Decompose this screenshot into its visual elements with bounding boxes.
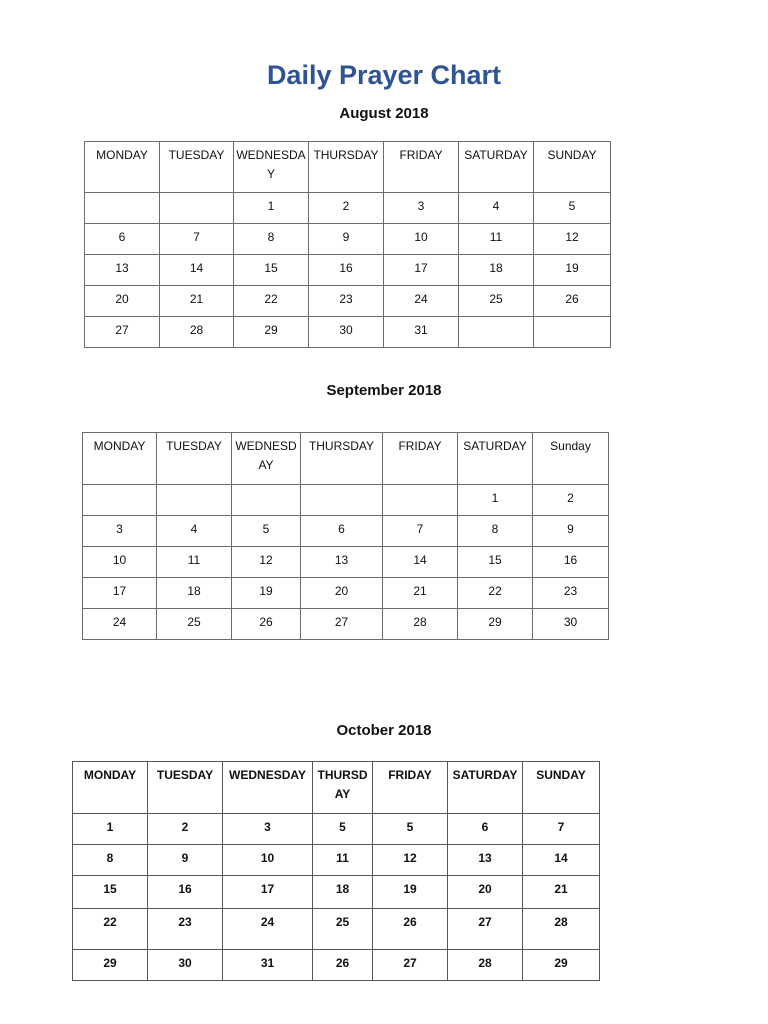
day-cell: 10 <box>384 224 459 255</box>
header-cell: SATURDAY <box>459 142 534 193</box>
day-cell: 4 <box>157 516 232 547</box>
day-cell: 5 <box>373 814 448 845</box>
week-row <box>85 317 611 348</box>
day-cell: 13 <box>448 845 523 876</box>
day-cell: 15 <box>458 547 533 578</box>
day-cell: 28 <box>160 317 234 348</box>
day-cell: 29 <box>523 950 600 981</box>
header-cell: SUNDAY <box>534 142 611 193</box>
day-cell: 9 <box>148 845 223 876</box>
month-title-september: September 2018 <box>326 382 442 399</box>
day-cell: 8 <box>73 845 148 876</box>
day-cell: 14 <box>383 547 458 578</box>
header-cell: MONDAY <box>83 433 157 485</box>
day-cell: 11 <box>459 224 534 255</box>
header-cell: SATURDAY <box>458 433 533 485</box>
day-cell: 25 <box>313 909 373 950</box>
day-cell: 9 <box>309 224 384 255</box>
header-cell: FRIDAY <box>384 142 459 193</box>
header-row <box>83 433 609 485</box>
day-cell: 27 <box>85 317 160 348</box>
header-cell: Sunday <box>533 433 609 485</box>
day-cell: 17 <box>223 876 313 909</box>
header-row <box>73 762 600 814</box>
day-cell: 26 <box>373 909 448 950</box>
day-cell: 29 <box>234 317 309 348</box>
week-row <box>83 609 609 640</box>
day-cell: 7 <box>523 814 600 845</box>
day-cell: 18 <box>313 876 373 909</box>
day-cell: 10 <box>83 547 157 578</box>
week-row <box>83 516 609 547</box>
day-cell: 22 <box>234 286 309 317</box>
header-cell: THURSDAY <box>301 433 383 485</box>
day-cell: 2 <box>533 485 609 516</box>
page-title: Daily Prayer Chart <box>266 60 502 90</box>
day-cell: 3 <box>83 516 157 547</box>
day-cell: 28 <box>383 609 458 640</box>
day-cell: 5 <box>534 193 611 224</box>
day-cell: 10 <box>223 845 313 876</box>
week-row <box>85 286 611 317</box>
day-cell: 30 <box>533 609 609 640</box>
day-cell: 23 <box>309 286 384 317</box>
day-cell: 27 <box>373 950 448 981</box>
day-cell: 24 <box>384 286 459 317</box>
week-row <box>73 876 600 909</box>
day-cell <box>301 485 383 516</box>
day-cell: 8 <box>234 224 309 255</box>
day-cell: 13 <box>85 255 160 286</box>
day-cell <box>85 193 160 224</box>
day-cell: 20 <box>301 578 383 609</box>
week-row <box>85 255 611 286</box>
day-cell: 1 <box>234 193 309 224</box>
day-cell: 27 <box>301 609 383 640</box>
day-cell <box>83 485 157 516</box>
day-cell: 14 <box>523 845 600 876</box>
header-cell: THURSDAY <box>309 142 384 193</box>
day-cell <box>160 193 234 224</box>
header-cell: WEDNESDAY <box>232 433 301 485</box>
header-cell: TUESDAY <box>160 142 234 193</box>
header-cell: WEDNESDAY <box>234 142 309 193</box>
day-cell: 21 <box>523 876 600 909</box>
day-cell: 2 <box>309 193 384 224</box>
day-cell: 28 <box>523 909 600 950</box>
day-cell: 21 <box>383 578 458 609</box>
header-cell: MONDAY <box>73 762 148 814</box>
day-cell: 31 <box>384 317 459 348</box>
header-cell: FRIDAY <box>383 433 458 485</box>
day-cell: 11 <box>157 547 232 578</box>
header-cell: MONDAY <box>85 142 160 193</box>
week-row <box>73 845 600 876</box>
day-cell: 19 <box>373 876 448 909</box>
calendar-september <box>82 432 609 640</box>
header-cell: WEDNESDAY <box>223 762 313 814</box>
day-cell: 7 <box>160 224 234 255</box>
day-cell: 27 <box>448 909 523 950</box>
day-cell: 17 <box>384 255 459 286</box>
day-cell: 23 <box>148 909 223 950</box>
day-cell: 5 <box>232 516 301 547</box>
day-cell: 31 <box>223 950 313 981</box>
day-cell: 13 <box>301 547 383 578</box>
day-cell: 3 <box>223 814 313 845</box>
week-row <box>83 578 609 609</box>
day-cell: 24 <box>83 609 157 640</box>
day-cell: 6 <box>301 516 383 547</box>
header-row <box>85 142 611 193</box>
day-cell: 15 <box>234 255 309 286</box>
day-cell: 16 <box>309 255 384 286</box>
day-cell: 29 <box>73 950 148 981</box>
month-title-october: October 2018 <box>336 722 432 739</box>
day-cell: 8 <box>458 516 533 547</box>
header-cell: FRIDAY <box>373 762 448 814</box>
calendar-august <box>84 141 611 348</box>
day-cell: 18 <box>157 578 232 609</box>
day-cell: 4 <box>459 193 534 224</box>
day-cell: 26 <box>534 286 611 317</box>
week-row <box>73 814 600 845</box>
day-cell: 30 <box>309 317 384 348</box>
header-cell: TUESDAY <box>148 762 223 814</box>
day-cell: 29 <box>458 609 533 640</box>
day-cell: 12 <box>232 547 301 578</box>
day-cell: 20 <box>448 876 523 909</box>
day-cell <box>232 485 301 516</box>
week-row <box>85 224 611 255</box>
day-cell: 14 <box>160 255 234 286</box>
day-cell: 3 <box>384 193 459 224</box>
day-cell: 23 <box>533 578 609 609</box>
week-row <box>73 909 600 950</box>
day-cell: 16 <box>533 547 609 578</box>
day-cell: 1 <box>458 485 533 516</box>
month-title-august: August 2018 <box>339 105 429 122</box>
day-cell: 19 <box>534 255 611 286</box>
day-cell <box>157 485 232 516</box>
day-cell: 2 <box>148 814 223 845</box>
day-cell: 12 <box>534 224 611 255</box>
day-cell: 20 <box>85 286 160 317</box>
header-cell: THURSDAY <box>313 762 373 814</box>
day-cell: 18 <box>459 255 534 286</box>
day-cell: 21 <box>160 286 234 317</box>
header-cell: SATURDAY <box>448 762 523 814</box>
header-cell: SUNDAY <box>523 762 600 814</box>
day-cell: 15 <box>73 876 148 909</box>
day-cell: 25 <box>459 286 534 317</box>
day-cell: 1 <box>73 814 148 845</box>
day-cell: 30 <box>148 950 223 981</box>
header-cell: TUESDAY <box>157 433 232 485</box>
day-cell: 7 <box>383 516 458 547</box>
day-cell: 19 <box>232 578 301 609</box>
day-cell: 6 <box>448 814 523 845</box>
day-cell: 5 <box>313 814 373 845</box>
day-cell: 9 <box>533 516 609 547</box>
day-cell: 26 <box>313 950 373 981</box>
day-cell: 22 <box>458 578 533 609</box>
day-cell: 16 <box>148 876 223 909</box>
day-cell: 24 <box>223 909 313 950</box>
day-cell <box>383 485 458 516</box>
day-cell: 11 <box>313 845 373 876</box>
week-row <box>83 547 609 578</box>
day-cell: 6 <box>85 224 160 255</box>
day-cell <box>459 317 534 348</box>
day-cell <box>534 317 611 348</box>
calendar-october <box>72 761 600 981</box>
week-row <box>73 950 600 981</box>
day-cell: 28 <box>448 950 523 981</box>
day-cell: 25 <box>157 609 232 640</box>
week-row <box>85 193 611 224</box>
day-cell: 22 <box>73 909 148 950</box>
day-cell: 17 <box>83 578 157 609</box>
week-row <box>83 485 609 516</box>
day-cell: 12 <box>373 845 448 876</box>
day-cell: 26 <box>232 609 301 640</box>
